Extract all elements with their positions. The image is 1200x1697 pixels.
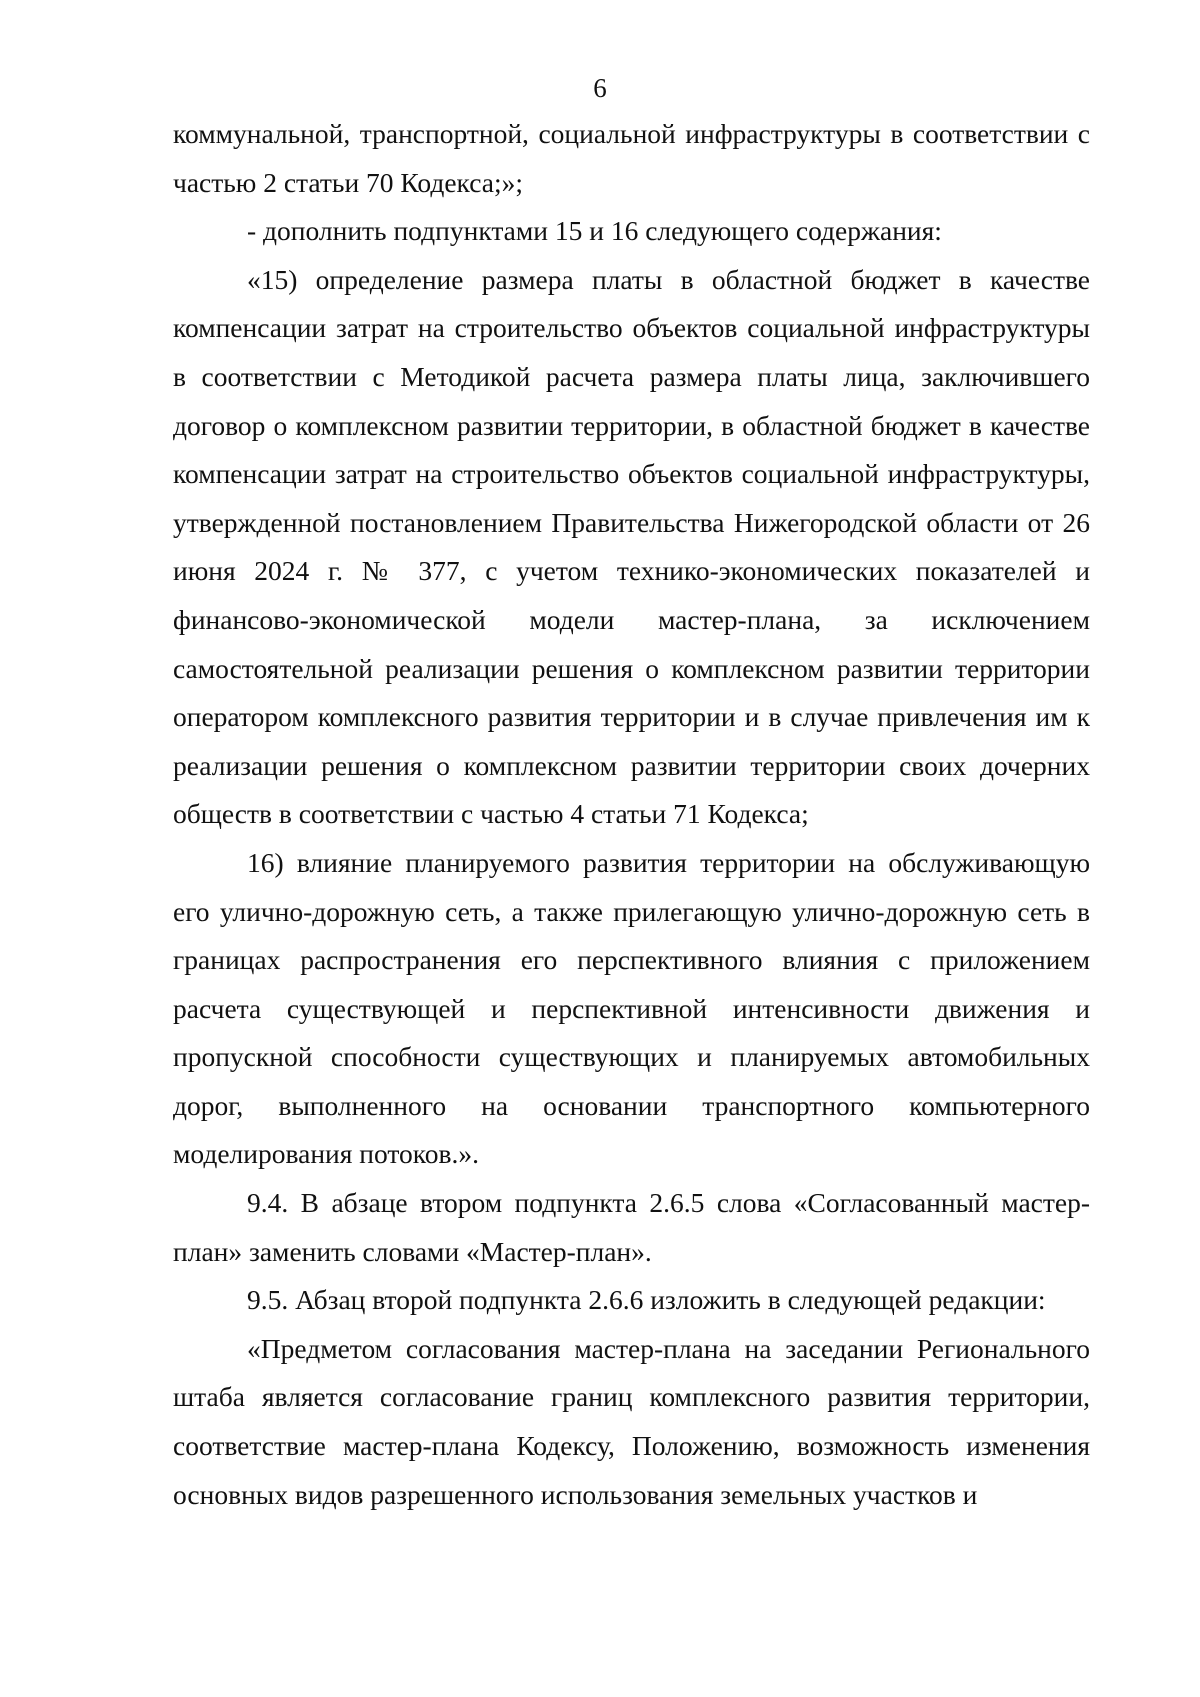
paragraph-add-subpoints: - дополнить подпунктами 15 и 16 следующего содержания: <box>247 215 942 247</box>
paragraph-continuation: коммунальной, транспортной, социальной инфраструктуры в соответствии с частью 2 статьи 70 Кодекса;»; <box>173 118 1090 198</box>
document-body <box>173 110 1090 1519</box>
paragraph-subpoint-15: «15) определение размера платы в областной бюджет в качестве компенсации затрат на строительство объектов социальной инфраструктуры в соответствии с Методикой расчета размера платы лица, заключившего договор о комплексном развитии территории, в областной бюджет в качестве компенсации затрат на строительство объектов социальной инфраструктуры, утвержденной постановлением Правительства Нижегородской области от 26 июня 2024 г. № 377, с учетом технико-экономических показателей и финансово-экономической модели мастер-плана, за исключением самостоятельной реализации решения о комплексном развитии территории оператором комплексного развития территории и в случае привлечения им к реализации решения о комплексном развитии территории своих дочерних обществ в соответствии с частью 4 статьи 71 Кодекса; <box>173 263 1090 830</box>
paragraph-new-wording: «Предметом согласования мастер-плана на заседании Регионального штаба является согласование границ комплексного развития территории, соответствие мастер-плана Кодексу, Положению, возможность изменения основных видов разрешенного использования земельных участков и <box>173 1332 1090 1510</box>
page-number: 6 <box>593 73 607 103</box>
paragraph-9-4: 9.4. В абзаце втором подпункта 2.6.5 слова «Согласованный мастер-план» заменить словами «Мастер-план». <box>173 1187 1090 1267</box>
paragraph-9-5: 9.5. Абзац второй подпункта 2.6.6 изложить в следующей редакции: <box>247 1284 1046 1316</box>
paragraph-subpoint-16: 16) влияние планируемого развития территории на обслуживающую его улично-дорожную сеть, а также прилегающую улично-дорожную сеть в границах распространения его перспективного влияния с приложением расчета существующей и перспективной интенсивности движения и пропускной способности существующих и планируемых автомобильных дорог, выполненного на основании транспортного компьютерного моделирования потоков.». <box>173 846 1090 1170</box>
